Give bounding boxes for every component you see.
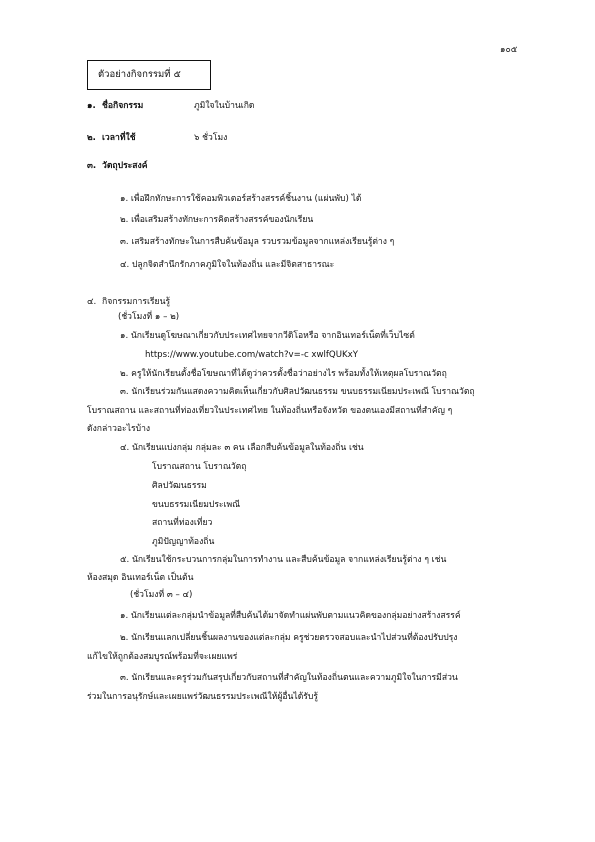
activity-step: ๓. นักเรียนร่วมกันแสดงความคิดเห็นเกี่ยวกับศิลปวัฒนธรรม ขนบธรรมเนียมประเพณี โบราณวัตถุ <box>120 387 475 397</box>
section-1-label: ชื่อกิจกรรม <box>102 101 144 111</box>
topic-item: โบราณสถาน โบราณวัตถุ <box>152 462 247 472</box>
activity-step: ๒. ครูให้นักเรียนตั้งชื่อโฆษณาที่ได้ดูว่าควรตั้งชื่อว่าอย่างไร พร้อมทั้งให้เหตุผลโบราณวัตถุ <box>120 369 447 379</box>
activity-step-continued: ห้องสมุด อินเทอร์เน็ต เป็นต้น <box>87 573 194 583</box>
activity-step: ๑. นักเรียนดูโฆษณาเกี่ยวกับประเทศไทยจากวีดิโอหรือ จากอินเทอร์เน็ตที่เว็บไซต์ <box>120 331 415 341</box>
activity-step-continued: โบราณสถาน และสถานที่ท่องเที่ยวในประเทศไทย ในท้องถิ่นหรือจังหวัด ของตนเองมีสถานที่สำคัญ ๆ <box>87 406 453 416</box>
section-2-value: ๖ ชั่วโมง <box>194 133 228 143</box>
period-2-label: (ชั่วโมงที่ ๓ – ๔) <box>130 590 193 600</box>
page-number: ๑๐๕ <box>500 45 518 55</box>
topic-item: ภูมิปัญญาท้องถิ่น <box>152 537 215 547</box>
activity-step: ๓. นักเรียนและครูร่วมกันสรุปเกี่ยวกับสถานที่สำคัญในท้องถิ่นตนและความภูมิใจในการมีส่วน <box>120 673 458 683</box>
objective-item: ๑. เพื่อฝึกทักษะการใช้คอมพิวเตอร์สร้างสรรค์ชิ้นงาน (แผ่นพับ) ได้ <box>120 194 362 204</box>
section-3-number: ๓. <box>87 161 97 171</box>
activity-step: ๕. นักเรียนใช้กระบวนการกลุ่มในการทำงาน และสืบค้นข้อมูล จากแหล่งเรียนรู้ต่าง ๆ เช่น <box>120 555 447 565</box>
objective-item: ๔. ปลูกจิตสำนึกรักภาคภูมิใจในท้องถิ่น และมีจิตสาธารณะ <box>120 260 335 270</box>
period-1-label: (ชั่วโมงที่ ๑ – ๒) <box>118 312 180 322</box>
section-3-label: วัตถุประสงค์ <box>102 161 148 171</box>
section-2-number: ๒. <box>87 133 96 143</box>
topic-item: ศิลปวัฒนธรรม <box>152 481 207 491</box>
activity-title: ตัวอย่างกิจกรรมที่ ๕ <box>98 69 181 80</box>
activity-step: ๑. นักเรียนแต่ละกลุ่มนำข้อมูลที่สืบค้นได้มาจัดทำแผ่นพับตามแนวคิดของกลุ่มอย่างสร้างสรรค์ <box>120 611 461 621</box>
objective-item: ๒. เพื่อเสริมสร้างทักษะการคิดสร้างสรรค์ของนักเรียน <box>120 215 314 225</box>
activity-step: ๔. นักเรียนแบ่งกลุ่ม กลุ่มละ ๓ คน เลือกสืบค้นข้อมูลในท้องถิ่น เช่น <box>120 443 364 453</box>
activity-step-continued: แก้ไขให้ถูกต้องสมบูรณ์พร้อมที่จะเผยแพร่ <box>87 652 238 662</box>
activity-step: ๒. นักเรียนแลกเปลี่ยนชิ้นผลงานของแต่ละกลุ่ม ครูช่วยตรวจสอบและนำไปส่วนที่ต้องปรับปรุง <box>120 633 458 643</box>
topic-item: ขนบธรรมเนียมประเพณี <box>152 500 241 510</box>
section-4-label: กิจกรรมการเรียนรู้ <box>102 297 171 307</box>
activity-step-continued: ดังกล่าวอะไรบ้าง <box>87 424 151 434</box>
section-1-number: ๑. <box>87 101 96 111</box>
objective-item: ๓. เสริมสร้างทักษะในการสืบค้นข้อมูล รวบรวมข้อมูลจากแหล่งเรียนรู้ต่าง ๆ <box>120 237 395 247</box>
section-1-value: ภูมิใจในบ้านเกิด <box>194 101 255 111</box>
section-4-number: ๔. <box>87 297 97 307</box>
activity-step-continued: ร่วมในการอนุรักษ์และเผยแพร่วัฒนธรรมประเพณีให้ผู้อื่นได้รับรู้ <box>87 692 318 702</box>
topic-item: สถานที่ท่องเที่ยว <box>152 518 213 528</box>
video-url: https://www.youtube.com/watch?v=-c xwlfQUKxY <box>145 350 358 360</box>
section-2-label: เวลาที่ใช้ <box>102 133 136 143</box>
activity-title-box <box>87 60 211 90</box>
